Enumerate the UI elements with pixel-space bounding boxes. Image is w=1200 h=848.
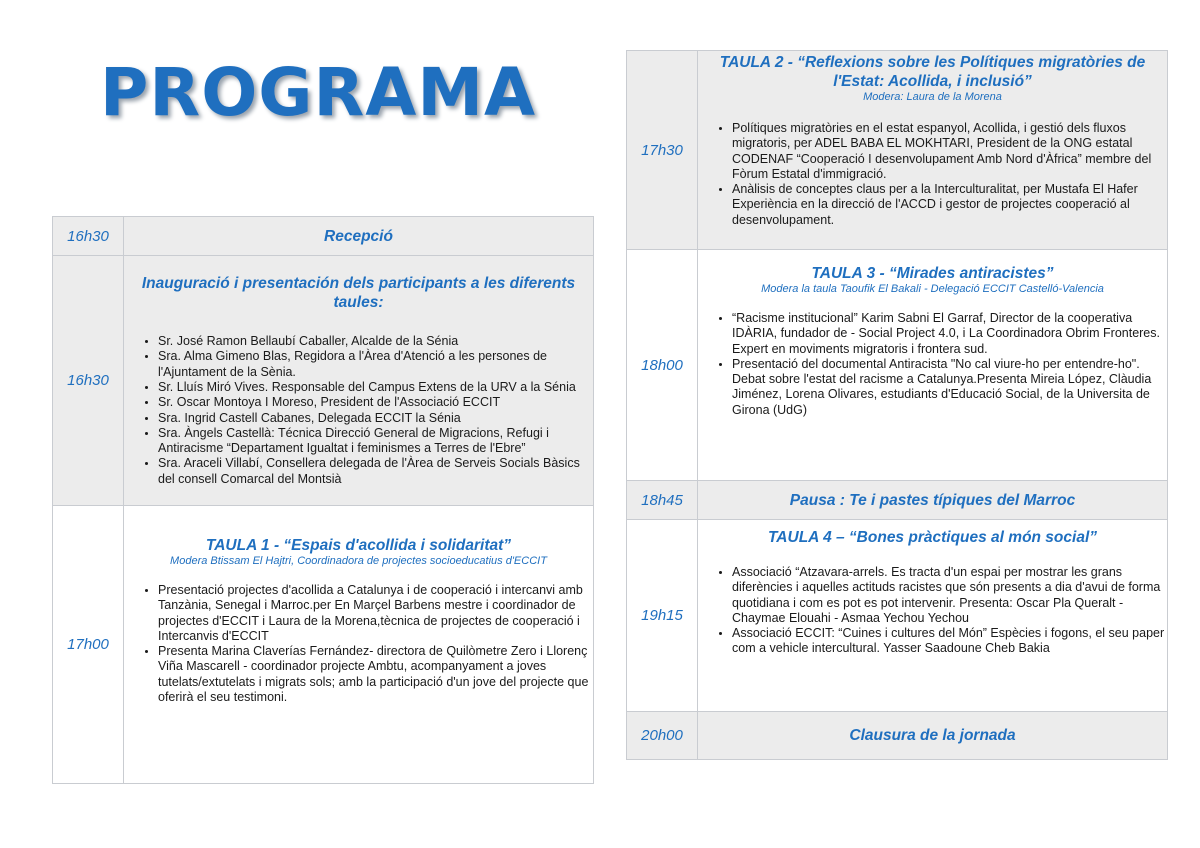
list-item: • Sra. Ingrid Castell Cabanes, Delegada ECCIT la Sénia (158, 411, 593, 426)
program-row (627, 712, 1168, 760)
time-cell: 16h30 (53, 217, 124, 256)
session-title: TAULA 4 – “Bones pràctiques al món social” (767, 529, 1098, 546)
moderator: Modera Btissam El Hajtri, Coordinadora de projectes socioeducatius d'ECCIT (170, 555, 547, 567)
list-item: • Sra. Araceli Villabí, Consellera delegada de l'Àrea de Serveis Socials Bàsics del consell Comarcal del Montsià (158, 456, 593, 487)
list-item: • Presenta Marina Claverías Fernández- directora de Quilòmetre Zero i Llorenç Viña Mascarell - coordinador projecte Ambtu, acompanyament a joves tutelats/extutelats i migrats sols; amb la participació d'un jove del projecte que oferirà el seu testimoni. (158, 644, 593, 705)
time-cell: 20h00 (627, 712, 698, 760)
program-row (53, 506, 594, 784)
session-title: TAULA 2 - “Reflexions sobre les Polítiques migratòries de l'Estat: Acollida, i inclusió” (719, 54, 1146, 90)
program-row (627, 51, 1168, 250)
program-table-left (52, 216, 594, 784)
list-item: • Sr. Lluís Miró Vives. Responsable del Campus Extens de la URV a la Sénia (158, 380, 593, 395)
time-cell: 18h45 (627, 481, 698, 520)
time-cell: 18h00 (627, 250, 698, 481)
list-item: • Presentació del documental Antiracista "No cal viure-ho per entendre-ho". Debat sobre l'estat del racisme a Catalunya.Presenta Mireia López, Clàudia Jiménez, Lorena Olivares, estudiants d'Educació Social, de la Universita de Girona (UdG) (732, 357, 1167, 418)
time-cell: 17h00 (53, 506, 124, 784)
time-cell: 16h30 (53, 256, 124, 506)
program-row (627, 520, 1168, 712)
list-item: • Presentació projectes d'acollida a Catalunya i de cooperació i intercanvi amb Tanzània, Senegal i Marroc.per En Marçel Barbens mestre i coordinador de projectes d'ECCIT i Laura de la Morena,tècnica de projectes de cooperació i Intercanvis d'ECCIT (158, 583, 593, 644)
list-item: • Sr. José Ramon Bellaubí Caballer, Alcalde de la Sénia (158, 334, 593, 349)
program-row (627, 481, 1168, 520)
program-table-right (626, 50, 1168, 760)
list-item: • Sra. Alma Gimeno Blas, Regidora a l'Àrea d'Atenció a les persones de l'Ajuntament de la Sènia. (158, 349, 593, 380)
list-item: • “Racisme institucional” Karim Sabni El Garraf, Director de la cooperativa IDÀRIA, fundador de - Social Project 4.0, i La Coordinadora Obrim Fronteres. Expert en moviments migratoris i frontera sud. (732, 311, 1167, 357)
session-title: Pausa : Te i pastes típiques del Marroc (789, 491, 1076, 509)
program-row (627, 250, 1168, 481)
moderator: Modera: Laura de la Morena (863, 91, 1002, 103)
speaker-list (124, 583, 593, 705)
page-title: PROGRAMA (100, 54, 537, 131)
list-item: • Anàlisis de conceptes claus per a la Interculturalitat, per Mustafa El Hafer Experiència en la direcció de l'ACCD i gestor de projectes cooperació al desenvolupament. (732, 182, 1167, 228)
speaker-list (698, 311, 1167, 418)
speaker-list (698, 121, 1167, 228)
session-title: Clausura de la jornada (849, 727, 1016, 744)
session-title: TAULA 1 - “Espais d'acollida i solidaritat” (205, 537, 512, 554)
list-item: • Sr. Oscar Montoya I Moreso, President de l'Associació ECCIT (158, 395, 593, 410)
time-cell: 19h15 (627, 520, 698, 712)
list-item: • Associació “Atzavara-arrels. Es tracta d'un espai per mostrar les grans diferències i aquelles actituds racistes que són presents a dia d'avui de forma quotidiana i com es pot es pot intervenir. Presenta: Oscar Pla Queralt - Chaymae Elouahi - Asmaa Yechou Yechou (732, 565, 1167, 626)
program-row (53, 256, 594, 506)
list-item: • Polítiques migratòries en el estat espanyol, Acollida, i gestió dels fluxos migratoris, per ADEL BABA EL MOKHTARI, President de la ONG estatal CODENAF “Cooperació I desenvolupament Amb Nord d'Àfrica” membre del Fòrum Estatal d'immigració. (732, 121, 1167, 182)
session-title: Inauguració i presentación dels participants a les diferents taules: (141, 275, 576, 312)
session-title: Recepció (324, 227, 393, 245)
list-item: • Associació ECCIT: “Cuines i cultures del Món” Espècies i fogons, el seu paper com a vehicle intercultural. Yasser Saadoune Cheb Bakia (732, 626, 1167, 657)
speaker-list (698, 565, 1167, 657)
time-cell: 17h30 (627, 51, 698, 250)
speaker-list (124, 334, 593, 487)
program-row (53, 217, 594, 256)
session-title: TAULA 3 - “Mirades antiracistes” (811, 265, 1054, 282)
moderator: Modera la taula Taoufik El Bakali - Delegació ECCIT Castelló-Valencia (761, 283, 1104, 295)
list-item: • Sra. Àngels Castellà: Técnica Direcció General de Migracions, Refugi i Antiracisme “Departament Igualtat i feminismes a Terres de l'Ebre” (158, 426, 593, 457)
